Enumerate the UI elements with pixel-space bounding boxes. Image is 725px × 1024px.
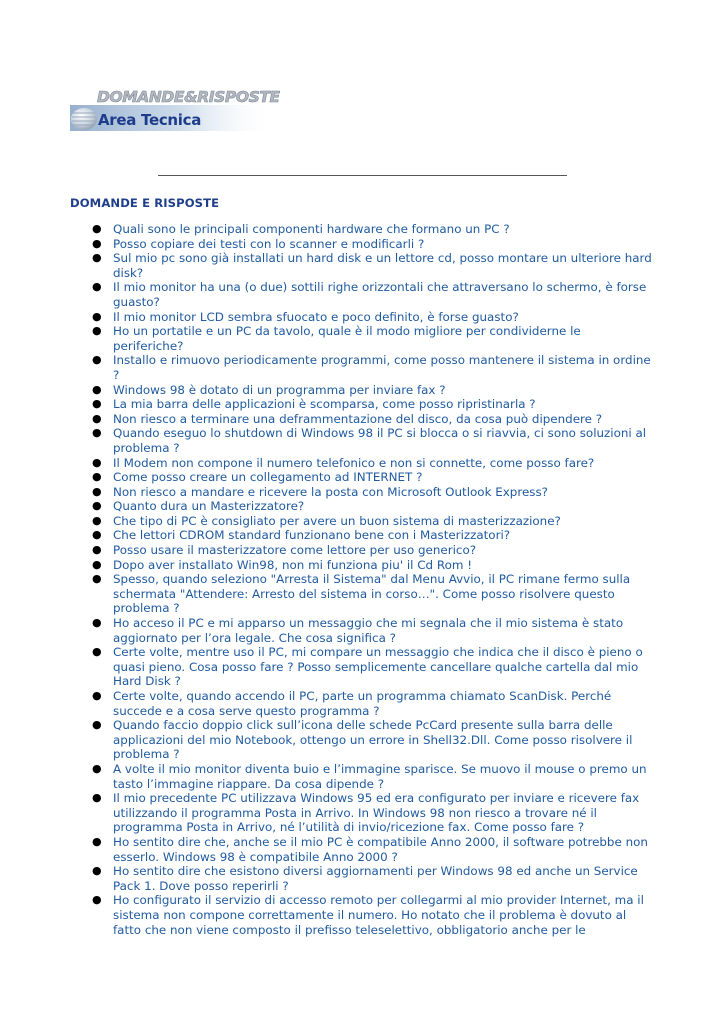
- question-link[interactable]: Il mio monitor LCD sembra sfuocato e poco definito, è forse guasto?: [113, 309, 519, 324]
- bullet-icon: ●: [92, 557, 102, 571]
- question-link[interactable]: Ho sentito dire che esistono diversi aggiornamenti per Windows 98 ed anche un Service Pack 1. Dove posso reperirli ?: [113, 864, 638, 893]
- question-item: [92, 645, 653, 689]
- question-item: [92, 251, 653, 280]
- question-link[interactable]: Che tipo di PC è consigliato per avere un buon sistema di masterizzazione?: [113, 513, 561, 528]
- question-link[interactable]: Ho un portatile e un PC da tavolo, quale è il modo migliore per condividerne le periferiche?: [113, 324, 581, 353]
- bullet-icon: ●: [92, 761, 102, 775]
- bullet-icon: ●: [92, 718, 102, 732]
- bullet-icon: ●: [92, 864, 102, 878]
- question-link[interactable]: Posso usare il masterizzatore come lettore per uso generico?: [113, 543, 477, 558]
- question-link[interactable]: Quando eseguo lo shutdown di Windows 98 il PC si blocca o si riavvia, ci sono soluzioni al problema ?: [113, 426, 647, 455]
- question-item: [92, 222, 653, 237]
- logo-title: DOMANDE&RISPOSTE: [97, 88, 280, 106]
- question-item: [92, 718, 653, 762]
- question-item: [92, 324, 653, 353]
- question-link[interactable]: Ho sentito dire che, anche se il mio PC è compatibile Anno 2000, il software potrebbe non esserlo. Windows 98 è compatibile Anno 2000 ?: [113, 834, 648, 864]
- question-link[interactable]: Il mio precedente PC utilizzava Windows 95 ed era configurato per inviare e ricevere fax utilizzando il programma Posta in Arrivo. In Windows 98 non riesco a trovare né il programma Posta in Arrivo, né l’utilità di invio/ricezione fax. Come posso fare ?: [113, 791, 640, 835]
- bullet-icon: ●: [92, 834, 102, 848]
- bullet-icon: ●: [92, 324, 102, 338]
- bullet-icon: ●: [92, 572, 102, 586]
- bullet-icon: ●: [92, 382, 102, 396]
- question-item: [92, 864, 653, 893]
- question-item: [92, 572, 653, 616]
- question-item: [92, 236, 653, 252]
- question-link[interactable]: Come posso creare un collegamento ad INTERNET ?: [113, 470, 423, 485]
- bullet-icon: ●: [92, 397, 102, 411]
- bullet-icon: ●: [92, 353, 102, 367]
- logo-subtitle: Area Tecnica: [98, 111, 202, 129]
- bullet-icon: ●: [92, 484, 102, 498]
- question-item: [92, 411, 653, 427]
- question-item: [92, 382, 653, 398]
- question-item: [92, 557, 653, 573]
- question-item: [92, 689, 653, 718]
- question-item: [92, 543, 653, 558]
- bullet-icon: ●: [92, 616, 102, 630]
- question-link[interactable]: Non riesco a terminare una deframmentazione del disco, da cosa può dipendere ?: [113, 411, 603, 426]
- question-link[interactable]: La mia barra delle applicazioni è scomparsa, come posso ripristinarla ?: [113, 397, 536, 412]
- question-item: [92, 791, 653, 835]
- question-item: [92, 455, 653, 471]
- question-link[interactable]: A volte il mio monitor diventa buio e l’immagine sparisce. Se muovo il mouse o premo un tasto l’immagine riappare. Da cosa dipende ?: [113, 761, 647, 791]
- bullet-icon: ●: [92, 470, 102, 484]
- question-link[interactable]: Ho configurato il servizio di accesso remoto per collegarmi al mio provider Internet, ma il sistema non compone correttamente il numero. Ho notato che il problema è dovuto al fatto che non viene composto il prefisso teleselettivo, obbligatorio anche per le: [113, 893, 644, 937]
- bullet-icon: ●: [92, 455, 102, 469]
- question-link[interactable]: Dopo aver installato Win98, non mi funziona piu' il Cd Rom !: [113, 557, 473, 572]
- bullet-icon: ●: [92, 426, 102, 440]
- section-heading: DOMANDE E RISPOSTE: [70, 196, 220, 210]
- question-item: [92, 499, 653, 514]
- question-link[interactable]: Il Modem non compone il numero telefonico e non si connette, come posso fare?: [113, 455, 595, 470]
- bullet-icon: ●: [92, 280, 102, 294]
- question-link[interactable]: Spesso, quando seleziono "Arresta il Sistema" dal Menu Avvio, il PC rimane fermo sulla schermata "Attendere: Arresto del sistema in corso…". Come posso risolvere questo problema ?: [113, 572, 631, 616]
- question-item: [92, 893, 653, 937]
- question-link[interactable]: Il mio monitor ha una (o due) sottili righe orizzontali che attraversano lo schermo, è forse guasto?: [113, 280, 647, 309]
- bullet-icon: ●: [92, 309, 102, 323]
- question-link[interactable]: Non riesco a mandare e ricevere la posta con Microsoft Outlook Express?: [113, 484, 548, 499]
- question-item: [92, 513, 653, 529]
- question-link[interactable]: Installo e rimuovo periodicamente programmi, come posso mantenere il sistema in ordine ?: [113, 353, 651, 382]
- question-link[interactable]: Sul mio pc sono già installati un hard disk e un lettore cd, posso montare un ulteriore hard disk?: [113, 251, 652, 280]
- question-link[interactable]: Quali sono le principali componenti hardware che formano un PC ?: [113, 222, 510, 236]
- question-item: [92, 528, 653, 543]
- bullet-icon: ●: [92, 645, 102, 659]
- question-link[interactable]: Quanto dura un Masterizzatore?: [113, 499, 305, 514]
- bullet-icon: ●: [92, 411, 102, 425]
- question-link[interactable]: Windows 98 è dotato di un programma per inviare fax ?: [113, 382, 446, 397]
- question-item: [92, 353, 653, 382]
- question-item: [92, 309, 653, 325]
- questions-list: [0, 222, 725, 937]
- bullet-icon: ●: [92, 499, 102, 513]
- bullet-icon: ●: [92, 791, 102, 805]
- area-tecnica-logo: [70, 88, 280, 134]
- question-link[interactable]: Che lettori CDROM standard funzionano bene con i Masterizzatori?: [113, 528, 511, 543]
- bullet-icon: ●: [92, 528, 102, 542]
- question-item: [92, 484, 653, 500]
- horizontal-divider: [158, 175, 567, 176]
- question-link[interactable]: Quando faccio doppio click sull’icona delle schede PcCard presente sulla barra delle applicazioni del mio Notebook, ottengo un errore in Shell32.Dll. Come posso risolvere il problema ?: [113, 718, 633, 762]
- question-link[interactable]: Ho acceso il PC e mi apparso un messaggio che mi segnala che il mio sistema è stato aggiornato per l’ora legale. Che cosa significa ?: [113, 616, 624, 645]
- bullet-icon: ●: [92, 543, 102, 557]
- question-item: [92, 426, 653, 455]
- question-item: [92, 470, 653, 485]
- bullet-icon: ●: [92, 689, 102, 702]
- question-item: [92, 280, 653, 309]
- question-item: [92, 834, 653, 864]
- question-link[interactable]: Certe volte, quando accendo il PC, parte un programma chiamato ScanDisk. Perché succede e a cosa serve questo programma ?: [113, 689, 612, 718]
- bullet-icon: ●: [92, 236, 102, 250]
- bullet-icon: ●: [92, 513, 102, 527]
- bullet-icon: ●: [92, 251, 102, 265]
- bullet-icon: ●: [92, 893, 102, 907]
- question-link[interactable]: Posso copiare dei testi con lo scanner e modificarli ?: [113, 236, 425, 251]
- question-item: [92, 397, 653, 412]
- question-item: [92, 761, 653, 791]
- bullet-icon: ●: [92, 222, 102, 235]
- question-item: [92, 616, 653, 645]
- logo-graphic: [70, 88, 280, 134]
- question-link[interactable]: Certe volte, mentre uso il PC, mi compare un messaggio che indica che il disco è pieno o quasi pieno. Cosa posso fare ? Posso semplicemente cancellare qualche cartella dal mio Hard Disk ?: [113, 645, 643, 689]
